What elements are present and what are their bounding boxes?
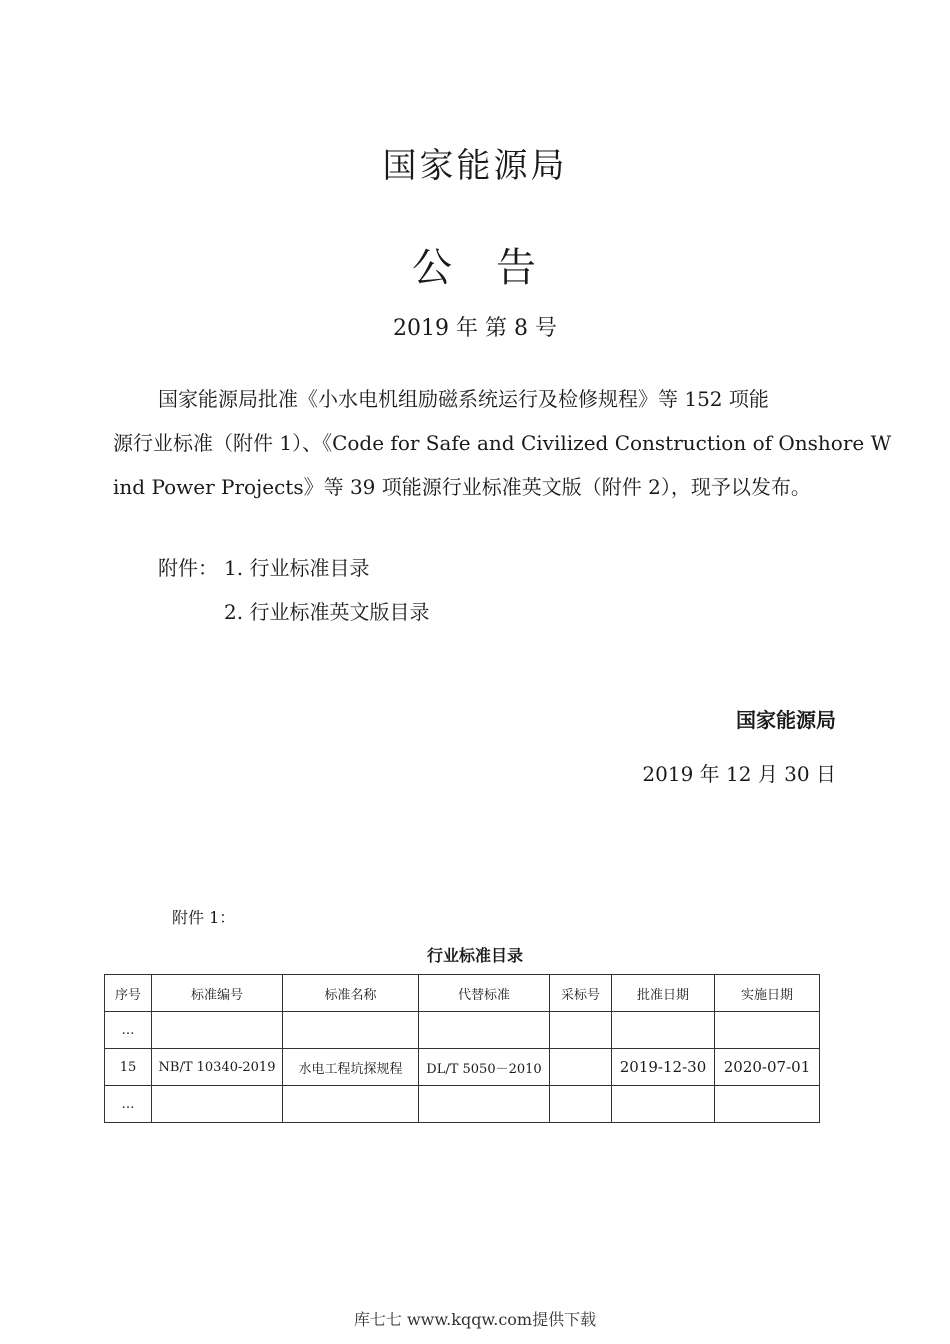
column-header: 代替标准 bbox=[419, 975, 550, 1012]
document-type: 公 告 bbox=[412, 245, 538, 291]
table-cell bbox=[715, 1012, 820, 1049]
body-line-2: 源行业标准（附件 1）、《Code for Safe and Civilized Construction of Onshore W bbox=[113, 431, 892, 455]
table-cell bbox=[419, 1086, 550, 1123]
table-cell: 2020-07-01 bbox=[715, 1049, 820, 1086]
column-header: 实施日期 bbox=[715, 975, 820, 1012]
table-cell bbox=[152, 1086, 283, 1123]
table-cell: 15 bbox=[105, 1049, 152, 1086]
table-cell bbox=[419, 1012, 550, 1049]
table-cell: … bbox=[105, 1012, 152, 1049]
table-cell: NB/T 10340-2019 bbox=[152, 1049, 283, 1086]
table-cell: 2019-12-30 bbox=[612, 1049, 715, 1086]
body-line-1: 国家能源局批准《小水电机组励磁系统运行及检修规程》等 152 项能 bbox=[158, 387, 769, 411]
attachments-label: 附件： bbox=[158, 556, 218, 580]
column-header: 标准编号 bbox=[152, 975, 283, 1012]
footer-watermark-text: 库七七 www.kqqw.com提供下载 bbox=[353, 1310, 597, 1329]
table-cell: … bbox=[105, 1086, 152, 1123]
table-cell bbox=[550, 1086, 612, 1123]
table-row bbox=[105, 1049, 820, 1086]
table-cell bbox=[715, 1086, 820, 1123]
table-row bbox=[105, 1012, 820, 1049]
table-row bbox=[105, 1086, 820, 1123]
table-cell bbox=[152, 1012, 283, 1049]
issuer-title: 国家能源局 bbox=[382, 146, 568, 186]
attachment-item-1: 1. 行业标准目录 bbox=[224, 556, 370, 580]
table-cell bbox=[283, 1012, 419, 1049]
table-cell bbox=[612, 1086, 715, 1123]
appendix-label: 附件 1： bbox=[172, 908, 236, 927]
table-title: 行业标准目录 bbox=[426, 946, 523, 965]
column-header: 序号 bbox=[105, 975, 152, 1012]
table-header-row bbox=[105, 975, 820, 1012]
table-cell: DL/T 5050－2010 bbox=[419, 1049, 550, 1086]
attachment-item-2: 2. 行业标准英文版目录 bbox=[224, 600, 430, 624]
document-number: 2019 年 第 8 号 bbox=[393, 316, 557, 341]
signature-date: 2019 年 12 月 30 日 bbox=[642, 762, 836, 786]
body-line-3: ind Power Projects》等 39 项能源行业标准英文版（附件 2），现予以发布。 bbox=[113, 475, 811, 499]
table-cell: 水电工程坑探规程 bbox=[283, 1049, 419, 1086]
column-header: 采标号 bbox=[550, 975, 612, 1012]
column-header: 标准名称 bbox=[283, 975, 419, 1012]
table-cell bbox=[550, 1049, 612, 1086]
signature-org: 国家能源局 bbox=[736, 708, 836, 732]
column-header: 批准日期 bbox=[612, 975, 715, 1012]
table-cell bbox=[550, 1012, 612, 1049]
table-cell bbox=[612, 1012, 715, 1049]
table-cell bbox=[283, 1086, 419, 1123]
standards-table bbox=[104, 974, 820, 1123]
